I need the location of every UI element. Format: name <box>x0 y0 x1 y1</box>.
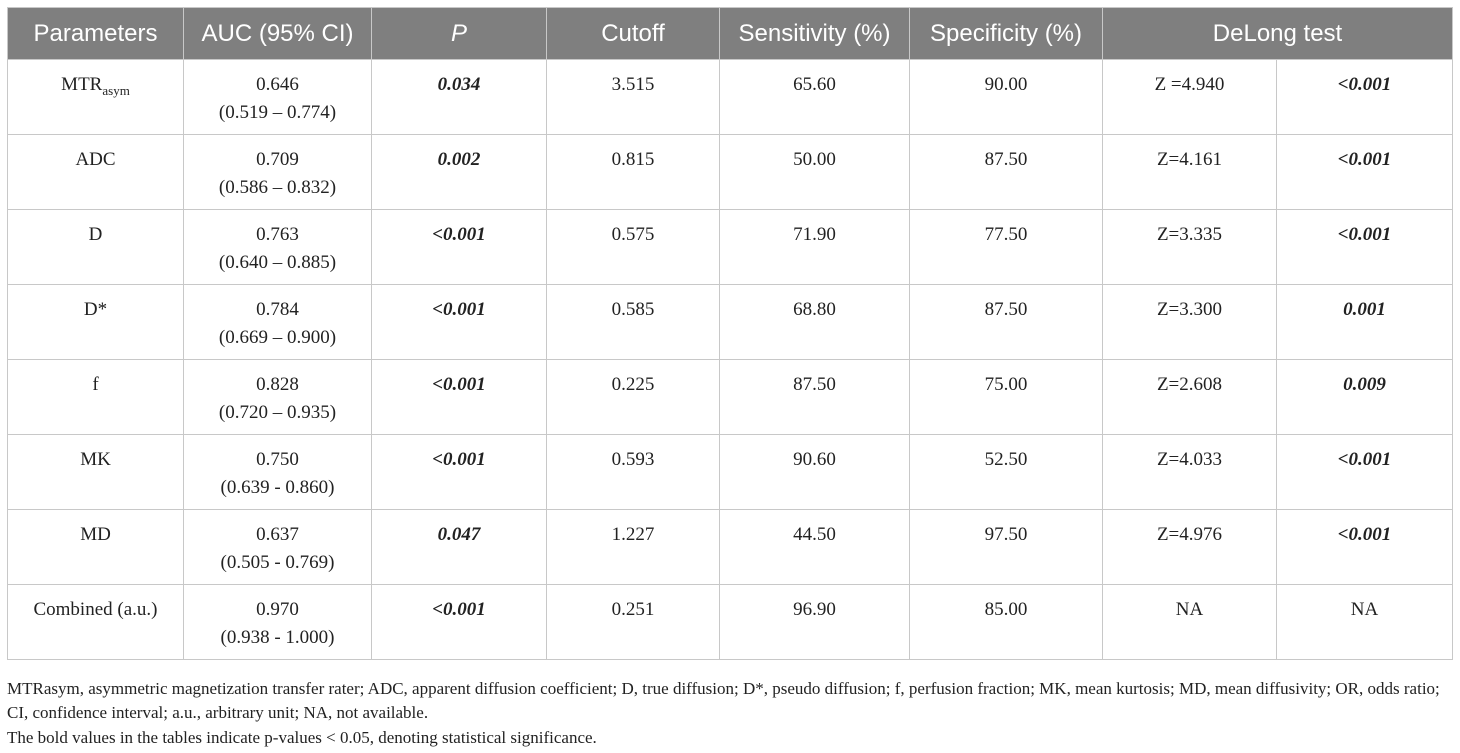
parameter-subscript: asym <box>102 82 130 98</box>
cell-p-value: <0.001 <box>372 585 547 660</box>
cell-delong-p: NA <box>1277 585 1453 660</box>
auc-value: 0.828 <box>256 374 299 395</box>
cell-delong-z: Z=2.608 <box>1103 360 1277 435</box>
cell-auc <box>184 510 372 585</box>
cell-cutoff: 0.225 <box>547 360 720 435</box>
table-row <box>8 360 1453 435</box>
auc-value: 0.637 <box>256 524 299 545</box>
parameter-name: MTR <box>61 74 103 95</box>
auc-ci: (0.505 - 0.769) <box>220 552 335 573</box>
cell-auc <box>184 135 372 210</box>
header-cutoff: Cutoff <box>547 8 720 60</box>
cell-delong-z: NA <box>1103 585 1277 660</box>
table-row <box>8 210 1453 285</box>
cell-sensitivity: 87.50 <box>720 360 910 435</box>
cell-parameter <box>8 60 184 135</box>
cell-delong-z: Z =4.940 <box>1103 60 1277 135</box>
table-row <box>8 510 1453 585</box>
footnote-bold-note: The bold values in the tables indicate p-values < 0.05, denoting statistical significance. <box>7 728 597 747</box>
auc-ci: (0.586 – 0.832) <box>218 177 337 198</box>
cell-p-value: <0.001 <box>372 360 547 435</box>
cell-specificity: 75.00 <box>910 360 1103 435</box>
cell-specificity: 85.00 <box>910 585 1103 660</box>
auc-ci: (0.938 - 1.000) <box>220 627 335 648</box>
cell-specificity: 77.50 <box>910 210 1103 285</box>
cell-specificity: 87.50 <box>910 285 1103 360</box>
auc-value: 0.970 <box>256 599 299 620</box>
table-row <box>8 435 1453 510</box>
parameter-name: D* <box>83 299 108 320</box>
header-p: P <box>372 8 547 60</box>
roc-results-table <box>7 7 1453 660</box>
auc-ci: (0.519 – 0.774) <box>218 102 337 123</box>
parameter-name: ADC <box>75 149 116 170</box>
cell-cutoff: 0.251 <box>547 585 720 660</box>
header-delong-test: DeLong test <box>1103 8 1453 60</box>
cell-sensitivity: 65.60 <box>720 60 910 135</box>
cell-specificity: 52.50 <box>910 435 1103 510</box>
cell-sensitivity: 96.90 <box>720 585 910 660</box>
auc-value: 0.784 <box>256 299 299 320</box>
cell-p-value: <0.001 <box>372 210 547 285</box>
cell-parameter <box>8 435 184 510</box>
cell-sensitivity: 68.80 <box>720 285 910 360</box>
cell-parameter <box>8 585 184 660</box>
cell-delong-z: Z=3.300 <box>1103 285 1277 360</box>
cell-delong-z: Z=4.976 <box>1103 510 1277 585</box>
cell-delong-p: <0.001 <box>1277 60 1453 135</box>
cell-specificity: 97.50 <box>910 510 1103 585</box>
cell-p-value: 0.034 <box>372 60 547 135</box>
table-row <box>8 60 1453 135</box>
header-specificity: Specificity (%) <box>910 8 1103 60</box>
auc-ci: (0.640 – 0.885) <box>218 252 337 273</box>
cell-sensitivity: 50.00 <box>720 135 910 210</box>
table-row <box>8 285 1453 360</box>
header-auc: AUC (95% CI) <box>184 8 372 60</box>
auc-value: 0.750 <box>256 449 299 470</box>
cell-auc <box>184 585 372 660</box>
cell-delong-p: 0.001 <box>1277 285 1453 360</box>
auc-value: 0.646 <box>256 74 299 95</box>
cell-p-value: <0.001 <box>372 285 547 360</box>
cell-specificity: 87.50 <box>910 135 1103 210</box>
cell-delong-p: 0.009 <box>1277 360 1453 435</box>
parameter-name: MD <box>80 524 111 545</box>
cell-parameter <box>8 510 184 585</box>
cell-sensitivity: 90.60 <box>720 435 910 510</box>
cell-parameter <box>8 210 184 285</box>
table-row <box>8 135 1453 210</box>
cell-parameter <box>8 360 184 435</box>
cell-specificity: 90.00 <box>910 60 1103 135</box>
header-parameters: Parameters <box>8 8 184 60</box>
cell-p-value: <0.001 <box>372 435 547 510</box>
cell-auc <box>184 435 372 510</box>
cell-cutoff: 0.585 <box>547 285 720 360</box>
header-sensitivity: Sensitivity (%) <box>720 8 910 60</box>
cell-cutoff: 1.227 <box>547 510 720 585</box>
cell-delong-z: Z=4.033 <box>1103 435 1277 510</box>
cell-cutoff: 3.515 <box>547 60 720 135</box>
cell-auc <box>184 360 372 435</box>
table-body <box>8 60 1453 660</box>
cell-p-value: 0.002 <box>372 135 547 210</box>
auc-ci: (0.669 – 0.900) <box>218 327 337 348</box>
auc-ci: (0.720 – 0.935) <box>218 402 337 423</box>
cell-delong-z: Z=3.335 <box>1103 210 1277 285</box>
cell-sensitivity: 44.50 <box>720 510 910 585</box>
cell-sensitivity: 71.90 <box>720 210 910 285</box>
parameter-name: MK <box>80 449 111 470</box>
cell-cutoff: 0.575 <box>547 210 720 285</box>
parameter-name: f <box>92 374 99 395</box>
auc-ci: (0.639 - 0.860) <box>220 477 335 498</box>
parameter-name: D <box>88 224 103 245</box>
cell-auc <box>184 60 372 135</box>
cell-delong-z: Z=4.161 <box>1103 135 1277 210</box>
cell-delong-p: <0.001 <box>1277 435 1453 510</box>
cell-delong-p: <0.001 <box>1277 135 1453 210</box>
auc-value: 0.763 <box>256 224 299 245</box>
table-row <box>8 585 1453 660</box>
cell-cutoff: 0.593 <box>547 435 720 510</box>
auc-value: 0.709 <box>256 149 299 170</box>
cell-p-value: 0.047 <box>372 510 547 585</box>
table-header-row <box>8 8 1453 60</box>
cell-delong-p: <0.001 <box>1277 510 1453 585</box>
parameter-name: Combined (a.u.) <box>33 599 158 620</box>
cell-cutoff: 0.815 <box>547 135 720 210</box>
cell-delong-p: <0.001 <box>1277 210 1453 285</box>
results-table-container <box>7 7 1452 660</box>
cell-parameter <box>8 135 184 210</box>
footnote-abbreviations: MTRasym, asymmetric magnetization transfer rater; ADC, apparent diffusion coefficient; D, true diffusion; D*, pseudo diffusion; f, perfusion fraction; MK, mean kurtosis; MD, mean diffusivity; OR, odds ratio; CI, confidence interval; a.u., arbitrary unit; NA, not available. <box>7 679 1440 722</box>
cell-auc <box>184 285 372 360</box>
cell-auc <box>184 210 372 285</box>
cell-parameter <box>8 285 184 360</box>
